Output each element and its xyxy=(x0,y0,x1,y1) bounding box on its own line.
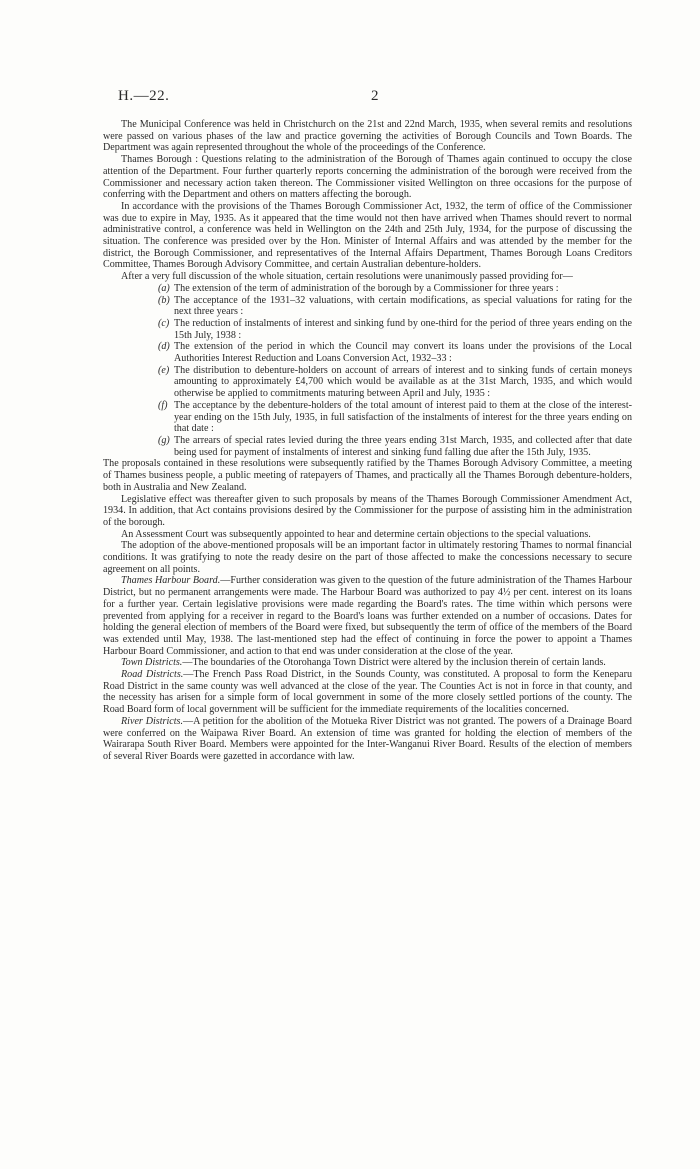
list-item-label: (f) xyxy=(158,399,168,411)
list-item-label: (b) xyxy=(158,294,170,306)
list-item-label: (g) xyxy=(158,434,170,446)
section-heading: River Districts. xyxy=(121,715,184,727)
paragraph-thames-borough: Thames Borough : Questions relating to the administration of the Borough of Thames again continued to occupy the close attention of the Department. Four further quarterly reports concerning the administration of the borough were received from the Commissioner and necessary action taken thereon. The Commissioner visited Wellington on three occasions for the purpose of conferring with the Department and others on matters affecting the borough. xyxy=(103,154,632,201)
section-road-districts xyxy=(103,669,632,716)
list-item xyxy=(103,318,632,341)
list-item xyxy=(103,400,632,435)
list-item-text: The acceptance of the 1931–32 valuations, with certain modifications, as special valuations for rating for the next three years : xyxy=(174,294,632,318)
paragraph-assessment-court: An Assessment Court was subsequently appointed to hear and determine certain objections to the special valuations. xyxy=(121,528,591,540)
section-heading: Town Districts. xyxy=(121,657,183,669)
list-item-label: (c) xyxy=(158,317,170,329)
section-river-districts xyxy=(103,716,632,763)
section-text: —Further consideration was given to the question of the future administration of the Thames Harbour District, but no permanent arrangements were made. The Harbour Board was authorized to pay 4½ per cent. interest on its loans for a further year. Certain legislative provisions were made regarding the Board's rates. The time within which persons were prevented from applying for a receiver in regard to the Board's loans was further extended on a number of occasions. Dates for holding the general election of members of the Board were fixed, but subsequently the term of office of the members of the Board was extended until May, 1938. The last-mentioned step had the effect of continuing in force the power to appoint a Thames Harbour Board Commissioner, and action to that end was under consideration at the close of the year. xyxy=(103,575,632,657)
section-text: —The French Pass Road District, in the Sounds County, was constituted. A proposal to form the Keneparu Road District in the same county was well advanced at the close of the year. The Counties Act is not in force in that county, and the necessity has arisen for a simple form of local government in some of the more closely settled portions of the county. The Road Board form of local government will be sufficient for the immediate requirements of the localities concerned. xyxy=(103,669,632,716)
list-item-label: (a) xyxy=(158,282,170,294)
list-item xyxy=(103,295,632,318)
list-item-text: The extension of the period in which the Council may convert its loans under the provisions of the Local Authorities Interest Reduction and Loans Conversion Act, 1932–33 : xyxy=(174,341,632,365)
report-body xyxy=(103,119,632,763)
list-item-text: The distribution to debenture-holders on account of arrears of interest and to sinking funds of certain moneys amounting to approximately £4,700 which would be available as at the 31st March, 1935, and which would otherwise be applied to commitments maturing between April and July, 1935 : xyxy=(174,364,632,400)
list-item xyxy=(103,283,632,295)
paragraph-municipal-conference: The Municipal Conference was held in Christchurch on the 21st and 22nd March, 1935, when several remits and resolutions were passed on various phases of the law and practice governing the activities of Borough Councils and Town Boards. The Department was again represented throughout the whole of the proceedings of the Conference. xyxy=(103,119,632,154)
list-item-text: The arrears of special rates levied during the three years ending 31st March, 1935, and collected after that date being used for payment of instalments of interest and sinking fund falling due after the 15th July, 1935. xyxy=(174,434,632,458)
series-reference: H.—22. xyxy=(118,88,170,104)
list-item-text: The acceptance by the debenture-holders of the total amount of interest paid to them at the close of the interest-year ending on the 15th July, 1935, in full satisfaction of the instalments of interest for the three years ending on that date : xyxy=(174,399,632,435)
paragraph-legislative-effect: Legislative effect was thereafter given to such proposals by means of the Thames Borough Commissioner Amendment Act, 1934. In addition, that Act contains provisions desired by the Commissioner for the purpose of assisting him in the administration of the borough. xyxy=(103,493,632,528)
paragraph-resolutions-intro: After a very full discussion of the whole situation, certain resolutions were unanimously passed providing for— xyxy=(121,271,573,283)
list-item xyxy=(103,365,632,400)
section-text: —The boundaries of the Otorohanga Town District were altered by the inclusion therein of certain lands. xyxy=(182,657,606,669)
list-item-label: (e) xyxy=(158,364,170,376)
paragraph-ratification: The proposals contained in these resolutions were subsequently ratified by the Thames Borough Advisory Committee, a meeting of Thames business people, a public meeting of ratepayers of Thames, and practically all the Thames Borough debenture-holders, both in Australia and New Zealand. xyxy=(103,458,632,493)
section-text: —A petition for the abolition of the Motueka River District was not granted. The powers of a Drainage Board were conferred on the Waipawa River Board. An extension of time was granted for holding the election of members of the Wairarapa South River Board. Members were appointed for the Inter-Wanganui River Board. Results of the election of members of several River Boards were gazetted in accordance with law. xyxy=(103,715,632,762)
list-item-text: The extension of the term of administration of the borough by a Commissioner for three years : xyxy=(174,282,559,294)
list-item xyxy=(103,341,632,364)
list-item-text: The reduction of instalments of interest and sinking fund by one-third for the period of three years ending on the 15th July, 1938 : xyxy=(174,317,632,341)
section-heading: Road Districts. xyxy=(121,669,184,681)
section-town-districts xyxy=(103,657,632,669)
paragraph-commissioner-act: In accordance with the provisions of the Thames Borough Commissioner Act, 1932, the term of office of the Commissioner was due to expire in May, 1935. As it appeared that the time would not then have arrived when Thames should revert to normal administrative control, a conference was held in Wellington on the 24th and 25th July, 1934, for the purpose of discussing the situation. The conference was presided over by the Hon. Minister of Internal Affairs and was attended by the member for the district, the Borough Commissioner, and representatives of the Internal Affairs Department, Thames Borough Loans Creditors Committee, Thames Borough Advisory Committee, and certain Australian debenture-holders. xyxy=(103,200,632,271)
section-thames-harbour-board xyxy=(103,575,632,657)
page-number: 2 xyxy=(371,88,379,104)
section-heading: Thames Harbour Board. xyxy=(121,575,221,587)
list-item-label: (d) xyxy=(158,341,170,353)
paragraph-adoption: The adoption of the above-mentioned proposals will be an important factor in ultimately restoring Thames to normal financial conditions. It was gratifying to note the ready desire on the part of those affected to make the concessions necessary to secure agreement on all points. xyxy=(103,540,632,575)
list-item xyxy=(103,435,632,458)
resolutions-list xyxy=(103,283,632,459)
